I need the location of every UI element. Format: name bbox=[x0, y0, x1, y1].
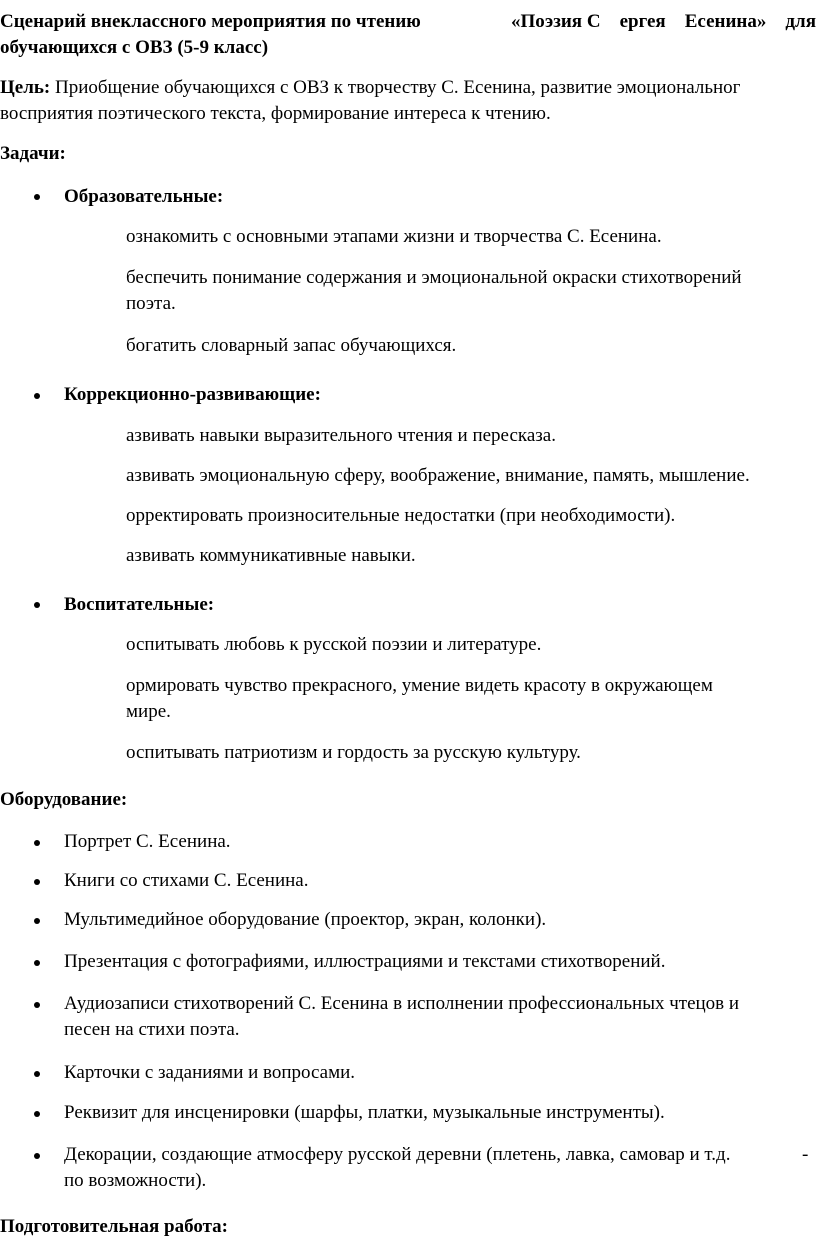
bullet-icon bbox=[34, 1002, 40, 1008]
bullet-icon bbox=[34, 840, 40, 846]
bullet-icon bbox=[34, 1153, 40, 1159]
upbringing-label: Воспитательные: bbox=[64, 594, 215, 615]
title-word: «Поэзия С bbox=[511, 11, 601, 32]
bullet-icon bbox=[34, 960, 40, 966]
educational-item: беспечить понимание содержания и эмоциональной окраски стихотворений bbox=[126, 267, 742, 288]
bullet-icon bbox=[34, 1071, 40, 1077]
bullet-icon bbox=[34, 602, 40, 608]
title-line2: обучающихся с ОВЗ (5-9 класс) bbox=[0, 37, 269, 58]
educational-item: поэта. bbox=[126, 293, 176, 314]
bullet-icon bbox=[34, 879, 40, 885]
title-word: для bbox=[785, 11, 816, 32]
educational-item: богатить словарный запас обучающихся. bbox=[126, 335, 457, 356]
equipment-item: Мультимедийное оборудование (проектор, экран, колонки). bbox=[64, 909, 547, 930]
equipment-item: песен на стихи поэта. bbox=[64, 1019, 240, 1040]
goal-label: Цель: bbox=[0, 77, 51, 98]
equipment-item: Портрет С. Есенина. bbox=[64, 831, 231, 852]
title-line1-left: Сценарий внеклассного мероприятия по чтению bbox=[0, 11, 421, 32]
correctional-label: Коррекционно-развивающие: bbox=[64, 384, 321, 405]
equipment-item: Презентация с фотографиями, иллюстрациями и текстами стихотворений. bbox=[64, 951, 666, 972]
correctional-item: азвивать коммуникативные навыки. bbox=[126, 545, 416, 566]
bullet-icon bbox=[34, 194, 40, 200]
correctional-item: орректировать произносительные недостатки (при необходимости). bbox=[126, 505, 676, 526]
title-word: Есенина» bbox=[684, 11, 767, 32]
preparation-heading: Подготовительная работа: bbox=[0, 1216, 228, 1237]
educational-item: ознакомить с основными этапами жизни и творчества С. Есенина. bbox=[126, 226, 662, 247]
equipment-item: Аудиозаписи стихотворений С. Есенина в исполнении профессиональных чтецов и bbox=[64, 993, 740, 1014]
title-word: ергея bbox=[619, 11, 666, 32]
goal-line2: восприятия поэтического текста, формирование интереса к чтению. bbox=[0, 103, 551, 124]
goal-text: Приобщение обучающихся с ОВЗ к творчеству С. Есенина, развитие эмоциональног bbox=[55, 77, 741, 98]
title-line1-right bbox=[511, 9, 816, 35]
upbringing-item: оспитывать любовь к русской поэзии и литературе. bbox=[126, 634, 542, 655]
bullet-icon bbox=[34, 918, 40, 924]
equipment-item: Декорации, создающие атмосферу русской деревни (плетень, лавка, самовар и т.д. bbox=[64, 1144, 731, 1165]
equipment-item: Карточки с заданиями и вопросами. bbox=[64, 1062, 356, 1083]
equipment-item: по возможности). bbox=[64, 1170, 207, 1191]
equipment-heading: Оборудование: bbox=[0, 789, 128, 810]
educational-label: Образовательные: bbox=[64, 186, 224, 207]
equipment-item-dash: - bbox=[802, 1144, 809, 1165]
correctional-item: азвивать навыки выразительного чтения и пересказа. bbox=[126, 425, 556, 446]
upbringing-item: оспитывать патриотизм и гордость за русскую культуру. bbox=[126, 742, 581, 763]
bullet-icon bbox=[34, 393, 40, 399]
upbringing-item: мире. bbox=[126, 701, 171, 722]
equipment-item: Реквизит для инсценировки (шарфы, платки, музыкальные инструменты). bbox=[64, 1102, 665, 1123]
bullet-icon bbox=[34, 1111, 40, 1117]
correctional-item: азвивать эмоциональную сферу, воображение, внимание, память, мышление. bbox=[126, 465, 750, 486]
goal-line1 bbox=[0, 75, 740, 101]
equipment-item: Книги со стихами С. Есенина. bbox=[64, 870, 309, 891]
upbringing-item: ормировать чувство прекрасного, умение видеть красоту в окружающем bbox=[126, 675, 713, 696]
tasks-heading: Задачи: bbox=[0, 143, 66, 164]
